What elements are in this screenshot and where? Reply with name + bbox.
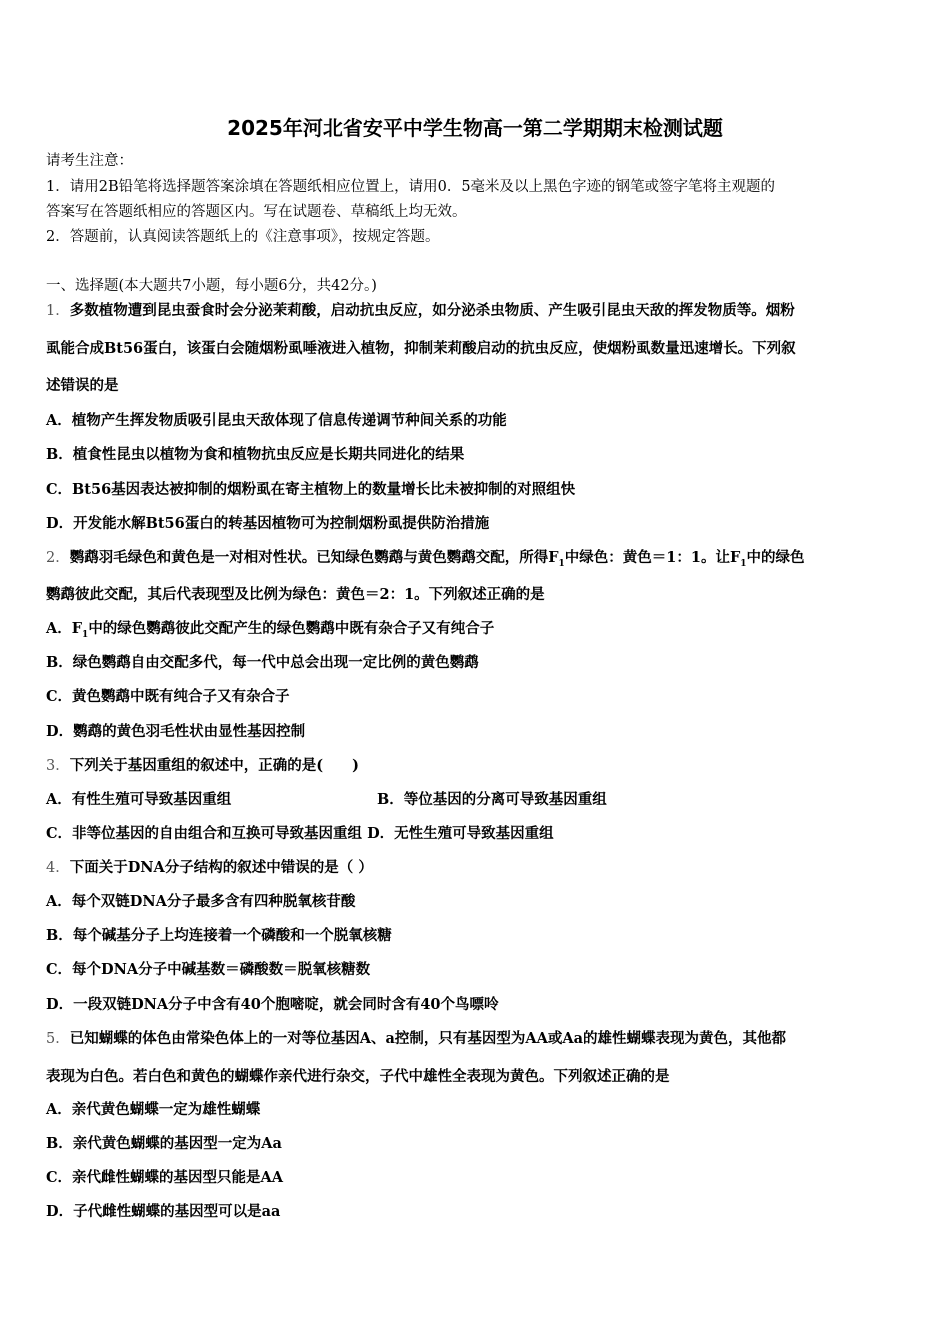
q4-option-a: A．每个双链DNA分子最多含有四种脱氧核苷酸 xyxy=(46,893,356,910)
q5-option-a: A．亲代黄色蝴蝶一定为雄性蝴蝶 xyxy=(46,1101,261,1118)
q5-number: 5． xyxy=(46,1031,70,1047)
q2-sub-2: 1 xyxy=(740,558,747,569)
q2-stem-1b: 中绿色：黄色＝1：1。让F xyxy=(564,549,741,566)
q2-stem-1c: 中的绿色 xyxy=(746,549,805,566)
q2-number: 2． xyxy=(46,550,70,566)
q1-stem-1: 多数植物遭到昆虫蚕食时会分泌茉莉酸，启动抗虫反应，如分泌杀虫物质、产生吸引昆虫天敌的挥发物质等。烟粉 xyxy=(69,302,795,319)
q2-line-2: 鹦鹉彼此交配，其后代表现型及比例为绿色：黄色＝2：1。下列叙述正确的是 xyxy=(46,586,545,603)
q2-a-post: 中的绿色鹦鹉彼此交配产生的绿色鹦鹉中既有杂合子又有纯合子 xyxy=(88,620,495,637)
q1-option-b: B．植食性昆虫以植物为食和植物抗虫反应是长期共同进化的结果 xyxy=(46,446,465,463)
q1-number: 1． xyxy=(46,303,70,319)
notice-line-1: 1．请用2B铅笔将选择题答案涂填在答题纸相应位置上，请用0．5毫米及以上黑色字迹的钢笔或签字笔将主观题的 xyxy=(46,179,776,195)
q1-option-c: C．Bt56基因表达被抑制的烟粉虱在寄主植物上的数量增长比未被抑制的对照组快 xyxy=(46,481,576,498)
page-title: 2025年河北省安平中学生物高一第二学期期末检测试题 xyxy=(227,116,723,140)
notice-heading: 请考生注意： xyxy=(46,153,133,169)
q5-stem-1: 已知蝴蝶的体色由常染色体上的一对等位基因A、a控制，只有基因型为AA或Aa的雄性蝴蝶表现为黄色，其他都 xyxy=(69,1030,787,1047)
q3-stem-text: 下列关于基因重组的叙述中，正确的是( ) xyxy=(69,757,359,774)
q3-option-cd: C．非等位基因的自由组合和互换可导致基因重组 D．无性生殖可导致基因重组 xyxy=(46,825,554,842)
q3-stem xyxy=(46,757,359,775)
section-heading: 一、选择题(本大题共7小题，每小题6分，共42分。) xyxy=(46,278,377,294)
notice-line-2: 答案写在答题纸相应的答题区内。写在试题卷、草稿纸上均无效。 xyxy=(46,204,467,220)
q4-stem-text: 下面关于DNA分子结构的叙述中错误的是（ ） xyxy=(69,859,373,876)
q2-line-1 xyxy=(46,549,805,573)
q2-option-b: B．绿色鹦鹉自由交配多代，每一代中总会出现一定比例的黄色鹦鹉 xyxy=(46,654,479,671)
q5-line-2: 表现为白色。若白色和黄色的蝴蝶作亲代进行杂交，子代中雄性全表现为黄色。下列叙述正确的是 xyxy=(46,1068,670,1085)
q5-option-d: D．子代雌性蝴蝶的基因型可以是aa xyxy=(46,1203,281,1220)
q1-line-2: 虱能合成Bt56蛋白，该蛋白会随烟粉虱唾液进入植物，抑制茉莉酸启动的抗虫反应，使烟粉虱数量迅速增长。下列叙 xyxy=(46,340,796,357)
q1-line-1 xyxy=(46,302,795,320)
q3-option-a: A．有性生殖可导致基因重组 xyxy=(46,791,232,808)
q4-stem xyxy=(46,859,373,877)
q4-option-c: C．每个DNA分子中碱基数＝磷酸数＝脱氧核糖数 xyxy=(46,961,371,978)
q2-stem-1a: 鹦鹉羽毛绿色和黄色是一对相对性状。已知绿色鹦鹉与黄色鹦鹉交配，所得F xyxy=(69,549,559,566)
q2-option-a xyxy=(46,620,494,644)
q2-option-d: D．鹦鹉的黄色羽毛性状由显性基因控制 xyxy=(46,723,306,740)
q5-line-1 xyxy=(46,1030,786,1048)
q4-option-b: B．每个碱基分子上均连接着一个磷酸和一个脱氧核糖 xyxy=(46,927,392,944)
q3-number: 3． xyxy=(46,758,70,774)
q2-option-c: C．黄色鹦鹉中既有纯合子又有杂合子 xyxy=(46,688,290,705)
q2-a-sub: 1 xyxy=(82,629,89,640)
q5-option-c: C．亲代雌性蝴蝶的基因型只能是AA xyxy=(46,1169,284,1186)
q1-line-3: 述错误的是 xyxy=(46,377,119,394)
notice-line-3: 2．答题前，认真阅读答题纸上的《注意事项》，按规定答题。 xyxy=(46,229,440,245)
q2-sub-1: 1 xyxy=(558,558,565,569)
q2-a-pre: A．F xyxy=(46,620,83,637)
q1-option-d: D．开发能水解Bt56蛋白的转基因植物可为控制烟粉虱提供防治措施 xyxy=(46,515,490,532)
q5-option-b: B．亲代黄色蝴蝶的基因型一定为Aa xyxy=(46,1135,282,1152)
q1-option-a: A．植物产生挥发物质吸引昆虫天敌体现了信息传递调节种间关系的功能 xyxy=(46,412,507,429)
q3-option-b: B．等位基因的分离可导致基因重组 xyxy=(377,791,607,808)
q4-number: 4． xyxy=(46,860,70,876)
q4-option-d: D．一段双链DNA分子中含有40个胞嘧啶，就会同时含有40个鸟嘌呤 xyxy=(46,996,499,1013)
